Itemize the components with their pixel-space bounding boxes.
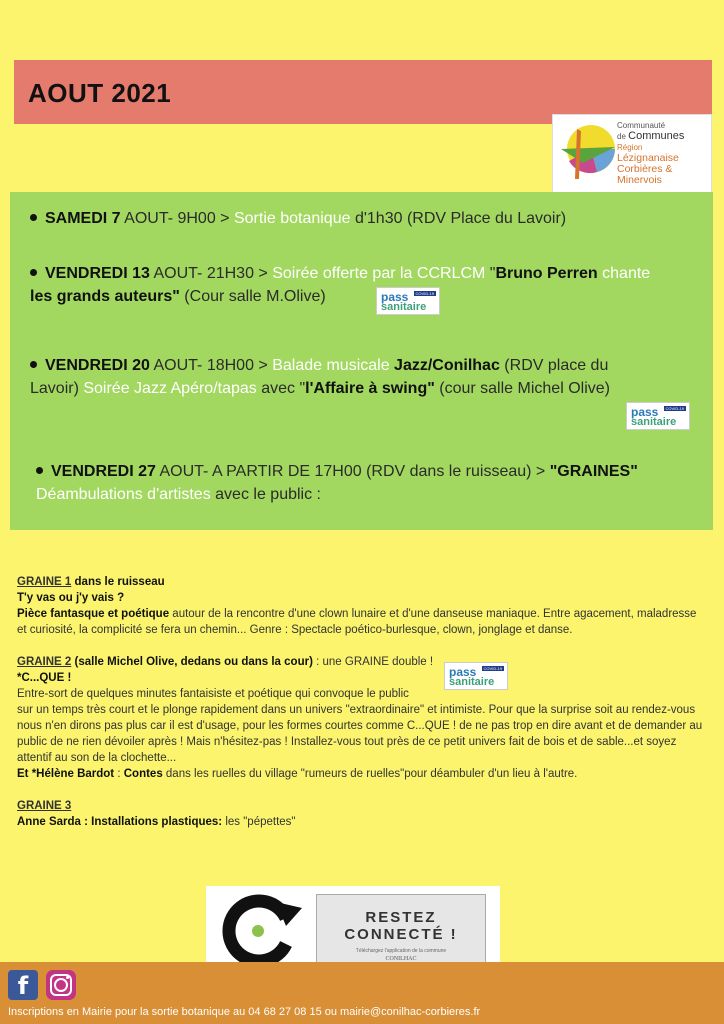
events-panel [10, 192, 713, 530]
graines-details [17, 574, 707, 830]
pass-sanitaire-badge: pass COVID-19 sanitaire [376, 287, 440, 315]
bullet-icon [30, 361, 37, 368]
event-item: SAMEDI 7 AOUT- 9H00 > Sortie botanique d'1h30 (RDV Place du Lavoir) [30, 207, 566, 230]
event-item: VENDREDI 27 AOUT- A PARTIR DE 17H00 (RDV dans le ruisseau) > "GRAINES" Déambulations d'artistes avec le public : [36, 463, 638, 503]
restez-connecte-card: RESTEZ CONNECTÉ ! Téléchargez l'application de la commune CONILHAC [316, 894, 486, 978]
event-item: VENDREDI 13 AOUT- 21H30 > Soirée offerte par la CCRLCM "Bruno Perren chante les grands auteurs" (Cour salle M.Olive) [30, 265, 651, 305]
graine-3-title: GRAINE 3 [17, 800, 72, 812]
bullet-icon [36, 467, 43, 474]
logo-emblem-icon [557, 119, 617, 189]
logo-text: Communauté de Communes Région Lézignanaise Corbières & Minervois [617, 121, 685, 186]
graine-1-text: Pièce fantasque et poétique autour de la rencontre d'une clown lunaire et d'une danseuse maniaque. Entre agacement, maladresse et curiosité, la complicité se fera un chemin... Genre : Spectacle poético-burlesque, clown, jonglage et danse. [17, 608, 697, 636]
graine-3-text: Anne Sarda : Installations plastiques: les "pépettes" [17, 816, 296, 828]
footer [0, 962, 724, 1024]
graine-1-title: GRAINE 1 dans le ruisseau [17, 576, 165, 588]
footer-contact-text: Inscriptions en Mairie pour la sortie botanique au 04 68 27 08 15 ou mairie@conilhac-corbieres.fr [8, 1006, 481, 1018]
graine-1-question: T'y vas ou j'y vais ? [17, 592, 125, 604]
bullet-icon [30, 269, 37, 276]
facebook-icon[interactable]: f [8, 970, 38, 1000]
graine-2-contes: Et *Hélène Bardot : Contes dans les ruelles du village "rumeurs de ruelles"pour déambuler d'un lieu à l'autre. [17, 768, 578, 780]
pass-sanitaire-badge: pass COVID-19 sanitaire [444, 662, 508, 690]
cityall-logo-icon [214, 888, 310, 972]
graine-2-subtitle: *C...QUE ! [17, 672, 72, 684]
event-item: VENDREDI 20 AOUT- 18H00 > Balade musicale Jazz/Conilhac (RDV place du Lavoir) Soirée Jazz Apéro/tapas avec "l'Affaire à swing" (cour salle Michel Olive) [30, 357, 610, 397]
page-title: AOUT 2021 [28, 78, 172, 108]
bullet-icon [30, 214, 37, 221]
conilhac-logo: CONILHAC [385, 956, 417, 962]
pass-sanitaire-badge: pass COVID-19 sanitaire [626, 402, 690, 430]
instagram-icon[interactable] [46, 970, 76, 1000]
graine-2-title: GRAINE 2 (salle Michel Olive, dedans ou dans la cour) : une GRAINE double ! [17, 656, 434, 668]
graine-2-text: Entre-sort de quelques minutes fantaisiste et poétique qui convoque le public sur un temps très court et le plonge rapidement dans un univers "extraordinaire" et intimiste. Pour que la surprise soit au rendez-vous nous n'en dirons pas plus car il est d'usage, pour les formes courtes comme C...QUE ! de ne pas trop en dire avant et de demander au public de ne rien dévoiler après ! Mais n'hésitez-pas ! Installez-vous tout près de ce petit univers fait de bois et de sable...et soyez attentif au son de la clochette... [17, 688, 703, 764]
